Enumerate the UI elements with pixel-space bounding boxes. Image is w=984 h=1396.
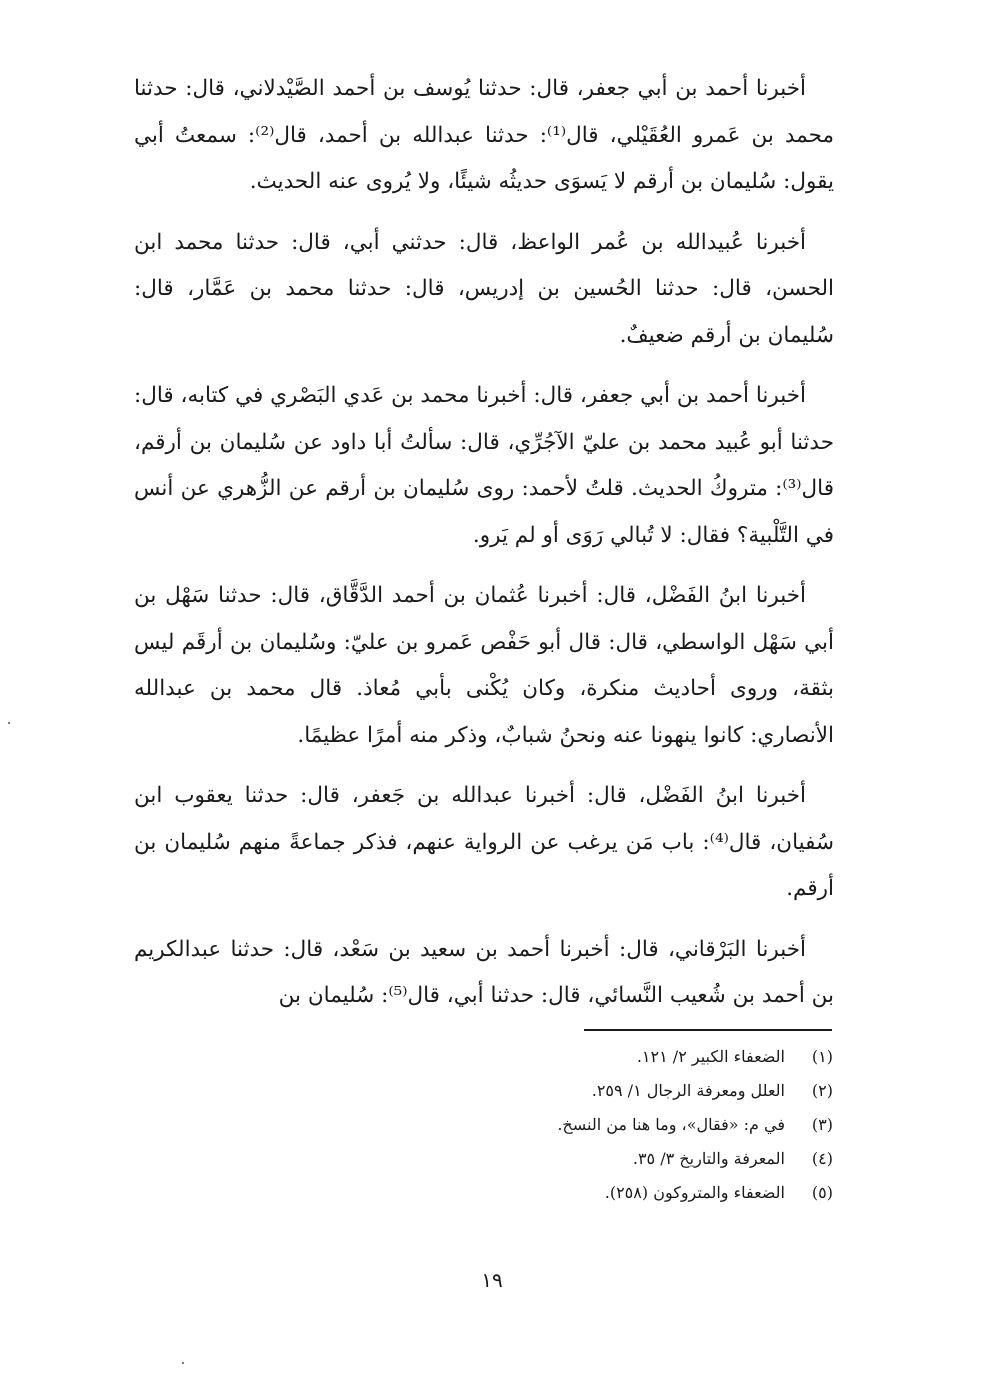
footnote-number: (١) [811,1047,833,1066]
footnotes-list [400,1040,833,1210]
footnote-text: المعرفة والتاريخ ٣/ ٣٥. [632,1149,785,1168]
footnote [400,1040,833,1074]
footnote-number: (٥) [811,1183,833,1202]
footnote-text: الضعفاء والمتروكون (٢٥٨). [604,1183,785,1202]
footnote [400,1176,833,1210]
page-number: ١٩ [481,1268,503,1292]
footnote-number: (٤) [811,1149,833,1168]
scan-speck [182,1362,184,1364]
footnote-number: (٣) [811,1115,833,1134]
footnote-text: العلل ومعرفة الرجال ١/ ٢٥٩. [591,1081,785,1100]
footnote [400,1142,833,1176]
footnote [400,1108,833,1142]
scan-speck [8,722,10,724]
paragraph: أخبرنا البَرْقاني، قال: أخبرنا أحمد بن سعيد بن سَعْد، قال: حدثنا عبدالكريم بن أحمد بن شُعيب النَّسائي، قال: حدثنا أبي، قال⁽⁵⁾: سُليمان بن [134,936,834,1008]
footnote-text: الضعفاء الكبير ٢/ ١٢١. [636,1047,785,1066]
paragraph: أخبرنا أحمد بن أبي جعفر، قال: أخبرنا محمد بن عَدي البَصْري في كتابه، قال: حدثنا أبو عُبيد محمد بن عليّ الآجُرِّي، قال: سألتُ أبا داود عن سُليمان بن أرقم، قال⁽³⁾: متروكُ الحديث. قلتُ لأحمد: روى سُليمان بن أرقم عن الزُّهري عن أنس في التَّلْبية؟ فقال: لا تُبالي رَوَى أو لم يَرو. [134,383,834,548]
paragraph: أخبرنا ابنُ الفَضْل، قال: أخبرنا عُثمان بن أحمد الدَّقَّاق، قال: حدثنا سَهْل بن أبي سَهْل الواسطي، قال: قال أبو حَفْص عَمرو بن عليّ: وسُليمان بن أرقَم ليس بثقة، وروى أحاديث منكرة، وكان يُكْنى بأبي مُعاذ. قال محمد بن عبدالله الأنصاري: كانوا ينهونا عنه ونحنُ شبابٌ، وذكر منه أمرًا عظيمًا. [134,583,834,748]
paragraph: أخبرنا ابنُ الفَضْل، قال: أخبرنا عبدالله بن جَعفر، قال: حدثنا يعقوب ابن سُفيان، قال⁽⁴⁾: باب مَن يرغب عن الرواية عنهم، فذكر جماعةً منهم سُليمان بن أرقم. [134,783,835,901]
footnote-separator [584,1029,832,1031]
footnote [400,1074,833,1108]
paragraph: أخبرنا عُبيدالله بن عُمر الواعظ، قال: حدثني أبي، قال: حدثنا محمد ابن الحسن، قال: حدثنا الحُسين بن إدريس، قال: حدثنا محمد بن عَمَّار، قال: سُليمان بن أرقم ضعيفٌ. [134,229,834,348]
footnote-text: في م: «فقال»، وما هنا من النسخ. [557,1115,785,1134]
main-text-body [134,66,834,1020]
footnote-number: (٢) [811,1081,833,1100]
paragraph: أخبرنا أحمد بن أبي جعفر، قال: حدثنا يُوسف بن أحمد الصَّيْدلاني، قال: حدثنا محمد بن عَمرو العُقَيْلي، قال⁽¹⁾: حدثنا عبدالله بن أحمد، قال⁽²⁾: سمعتُ أبي يقول: سُليمان بن أرقم لا يَسوَى حديثُه شيئًا، ولا يُروى عنه الحديث. [134,76,834,194]
